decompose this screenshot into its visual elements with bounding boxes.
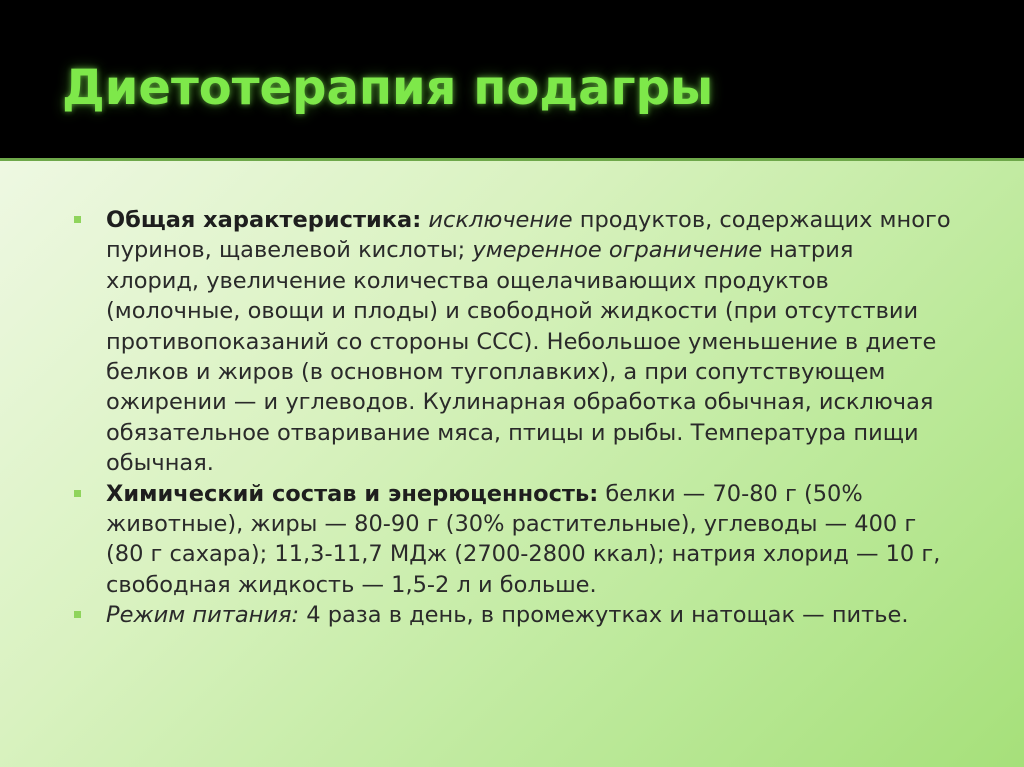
bullet-general-characteristics: [72, 205, 952, 479]
regime-label: Режим питания:: [106, 602, 300, 629]
square-bullet-icon: [74, 216, 81, 223]
general-label: Общая характеристика:: [106, 207, 422, 233]
slide-title: Диетотерапия подагры: [62, 60, 714, 116]
regime-text: 4 раза в день, в промежутках и натощак — питье.: [299, 602, 909, 629]
bullet-list: [72, 205, 952, 631]
bullet-meal-regime: [72, 600, 952, 630]
general-text-2: натрия хлорид, увеличение количества ощелачивающих продуктов (молочные, овощи и плоды) и свободной жидкости (при отсутствии противопоказаний со стороны ССС). Небольшое уменьшение в диете белков и жиров (в основном тугоплавких), а при сопутствующем ожирении — и углеводов. Кулинарная обработка обычная, исключая обязательное отваривание мяса, птицы и рыбы. Температура пищи обычная.: [106, 237, 937, 477]
bullet-chemical-composition: [72, 479, 952, 601]
general-emphasis-limitation: умеренное ограничение: [472, 237, 763, 264]
general-emphasis-exclusion: исключение: [428, 207, 573, 233]
square-bullet-icon: [74, 611, 81, 618]
general-text-1: продуктов, содержащих много пуринов, щавелевой кислоты;: [106, 207, 951, 264]
square-bullet-icon: [74, 490, 81, 497]
composition-label: Химический состав и энерюценность:: [106, 480, 599, 507]
composition-text: белки — 70-80 г (50% животные), жиры — 80-90 г (30% растительные), углеводы — 400 г (80 г сахара); 11,3-11,7 МДж (2700-2800 ккал); натрия хлорид — 10 г, свободная жидкость — 1,5-2 л и больше.: [106, 480, 941, 598]
